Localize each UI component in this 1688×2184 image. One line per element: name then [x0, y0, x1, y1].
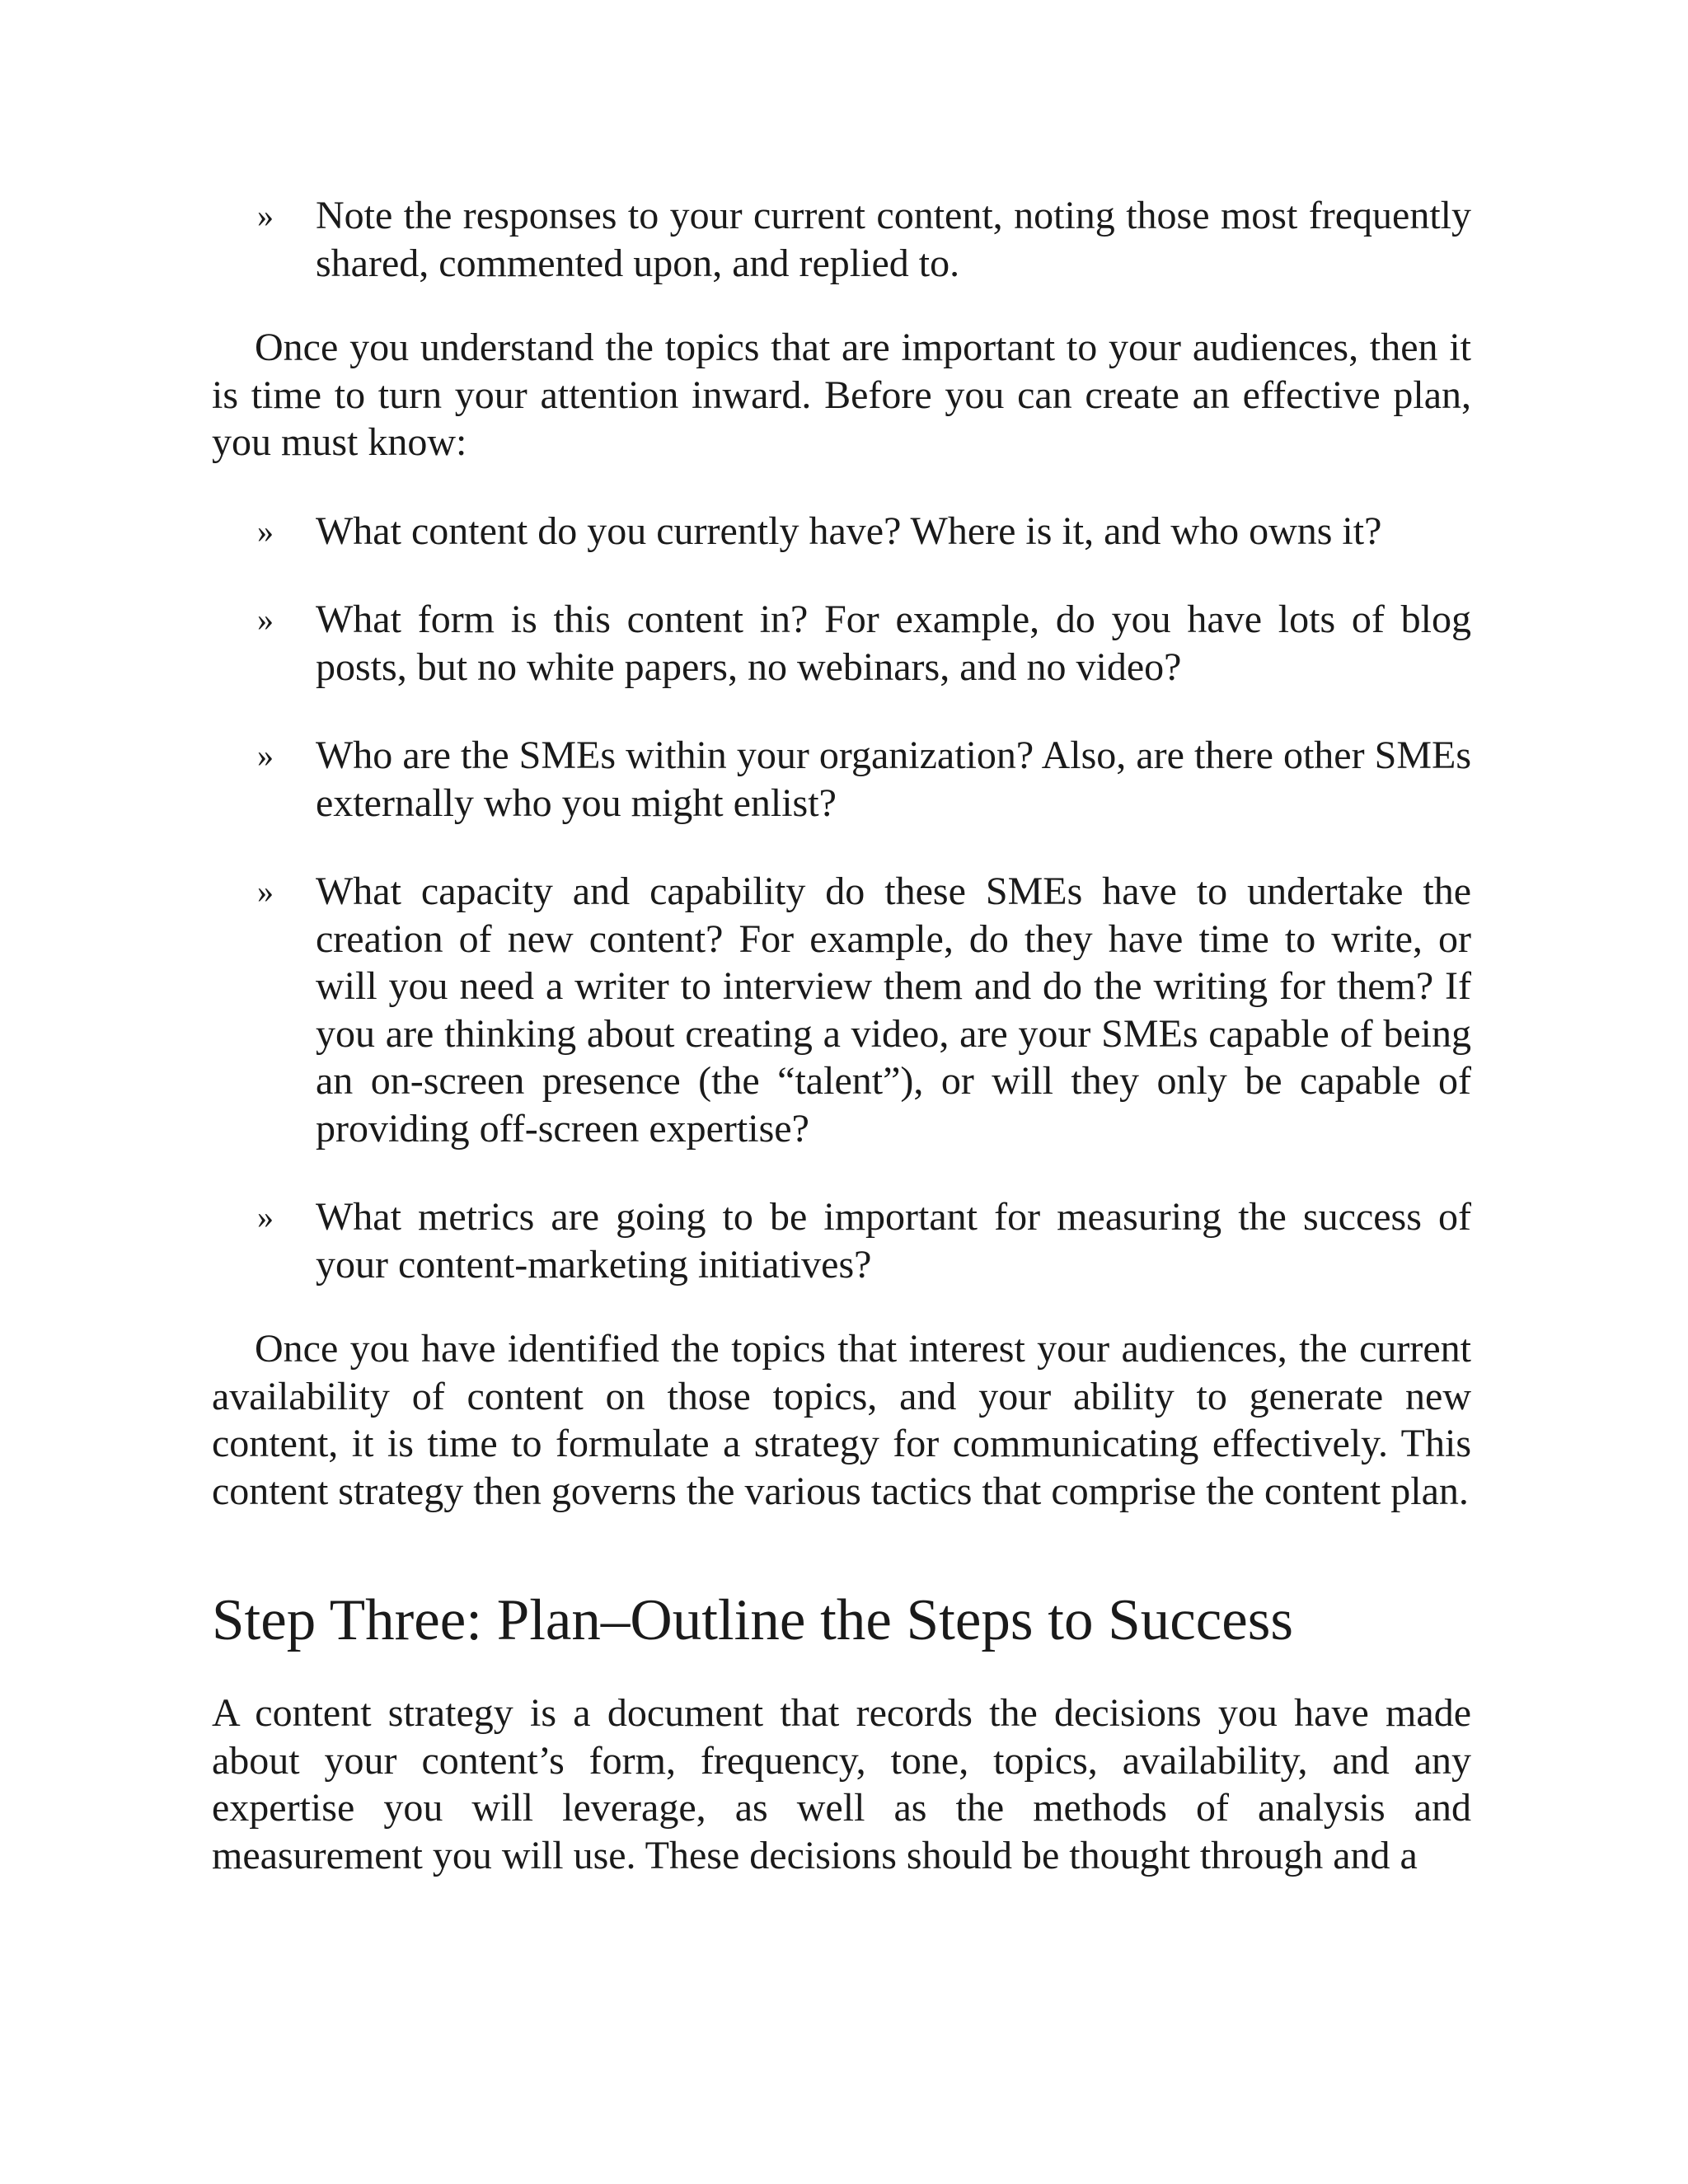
bullet-marker: » — [257, 197, 274, 234]
document-page — [212, 192, 1471, 1879]
bullet-item — [212, 596, 1471, 691]
body-paragraph-3: A content strategy is a document that records the decisions you have made about your content’s form, frequency, tone, topics, availability, and any expertise you will leverage, as well as the methods of analysis and measurement you will use. These decisions should be thought through and a — [212, 1691, 1471, 1877]
bullet-marker: » — [257, 512, 274, 550]
bullet-marker: » — [257, 601, 274, 638]
body-paragraph-1: Once you understand the topics that are important to your audiences, then it is time to turn your attention inward. Before you can create an effective plan, you must know: — [212, 326, 1471, 464]
bullet-item — [212, 868, 1471, 1152]
body-paragraph-2: Once you have identified the topics that interest your audiences, the current availability of content on those topics, and your ability to generate new content, it is time to formulate a strategy for communicating effectively. This content strategy then governs the various tactics that comprise the content plan. — [212, 1327, 1471, 1513]
bullet-text: What metrics are going to be important for measuring the success of your content-marketing initiatives? — [316, 1195, 1471, 1286]
bullet-marker: » — [257, 1198, 274, 1235]
bullet-text: Who are the SMEs within your organization? Also, are there other SMEs externally who you might enlist? — [316, 733, 1471, 825]
bullet-text: What capacity and capability do these SMEs have to undertake the creation of new content? For example, do they have time to write, or will you need a writer to interview them and do the writing for them? If you are thinking about creating a video, are your SMEs capable of being an on-screen presence (the “talent”), or will they only be capable of providing off-screen expertise? — [316, 869, 1471, 1151]
bullet-item — [212, 732, 1471, 827]
bullet-item — [212, 1193, 1471, 1288]
bullet-marker: » — [257, 737, 274, 774]
bullet-text: What content do you currently have? Where is it, and who owns it? — [316, 509, 1382, 553]
bullet-text: Note the responses to your current content, noting those most frequently shared, commented upon, and replied to. — [316, 194, 1471, 285]
bullet-item — [212, 508, 1471, 555]
bullet-marker: » — [257, 873, 274, 910]
section-heading: Step Three: Plan–Outline the Steps to Success — [212, 1588, 1294, 1652]
bullet-item — [212, 192, 1471, 287]
bullet-text: What form is this content in? For example, do you have lots of blog posts, but no white papers, no webinars, and no video? — [316, 598, 1471, 689]
